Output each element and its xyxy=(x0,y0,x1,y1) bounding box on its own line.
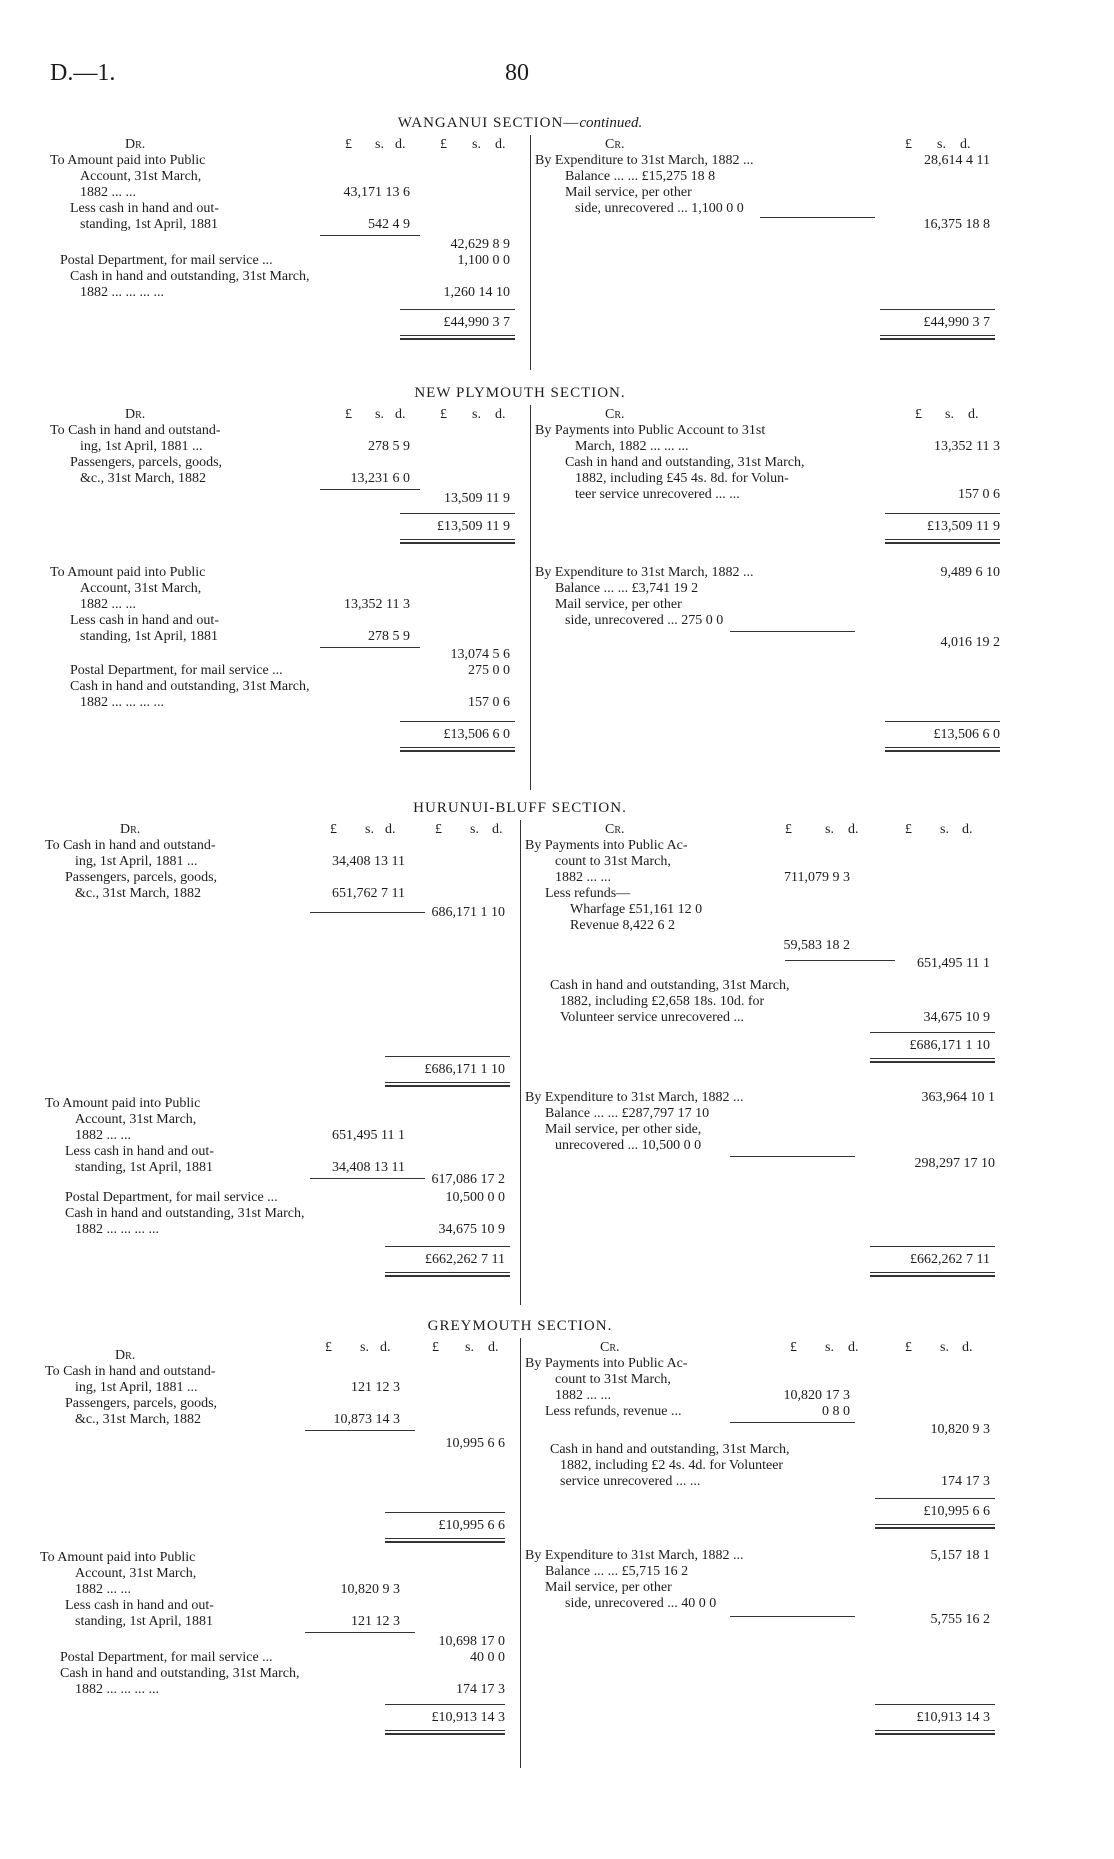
entry-text: Passengers, parcels, goods, xyxy=(70,455,223,470)
amount: 16,375 18 8 xyxy=(923,217,990,232)
entry-text: 1882 ... ... xyxy=(75,1582,131,1597)
pence-heading: d. xyxy=(395,407,406,422)
entry-text: By Expenditure to 31st March, 1882 ... xyxy=(525,1090,744,1105)
entry-text: 1882, including £2,658 18s. 10d. for xyxy=(560,994,765,1009)
entry-text: Balance ... ... £3,741 19 2 xyxy=(555,581,699,596)
amount: 157 0 6 xyxy=(958,487,1000,502)
entry-text: Postal Department, for mail service ... xyxy=(65,1190,278,1205)
entry-text: Mail service, per other xyxy=(555,597,682,612)
total-double-rule xyxy=(385,1730,505,1735)
subtotal-rule xyxy=(730,631,855,632)
entry-text: 1882 ... ... ... ... xyxy=(75,1222,159,1237)
entry-text: 1882 ... ... xyxy=(80,185,136,200)
total-double-rule xyxy=(870,1058,995,1063)
amount: 1,260 14 10 xyxy=(443,285,510,300)
entry-text: count to 31st March, xyxy=(555,1372,671,1387)
entry-text: Balance ... ... £15,275 18 8 xyxy=(565,169,716,184)
entry-text: Account, 31st March, xyxy=(75,1566,197,1581)
total: £44,990 3 7 xyxy=(923,315,990,330)
total: £13,509 11 9 xyxy=(437,519,510,534)
entry-text: Passengers, parcels, goods, xyxy=(65,870,218,885)
total-rule xyxy=(385,1512,505,1513)
entry-text: Less refunds, revenue ... xyxy=(545,1404,682,1419)
subtotal: 10,698 17 0 xyxy=(438,1634,505,1649)
amount: 59,583 18 2 xyxy=(783,938,850,953)
total-rule xyxy=(385,1246,510,1247)
entry-text: Less cash in hand and out- xyxy=(65,1598,214,1613)
entry-text: Cash in hand and outstanding, 31st March, xyxy=(550,1442,790,1457)
entry-text: By Expenditure to 31st March, 1882 ... xyxy=(535,565,754,580)
entry-text: count to 31st March, xyxy=(555,854,671,869)
pence-heading: d. xyxy=(960,137,971,152)
total-rule xyxy=(385,1056,510,1057)
entry-text: By Expenditure to 31st March, 1882 ... xyxy=(525,1548,744,1563)
entry-text: Postal Department, for mail service ... xyxy=(60,1650,273,1665)
entry-text: By Payments into Public Ac- xyxy=(525,838,688,853)
subtotal: 42,629 8 9 xyxy=(450,237,510,252)
entry-text: Passengers, parcels, goods, xyxy=(65,1396,218,1411)
amount: 174 17 3 xyxy=(941,1474,990,1489)
total: £13,506 6 0 xyxy=(933,727,1000,742)
pound-heading: £ xyxy=(440,137,447,152)
total-rule xyxy=(885,721,1000,722)
amount: 10,820 9 3 xyxy=(340,1582,400,1597)
column-divider xyxy=(530,135,531,370)
entry-text: Less cash in hand and out- xyxy=(70,201,219,216)
total: £686,171 1 10 xyxy=(424,1062,505,1077)
dr-heading: Dr. xyxy=(125,137,146,152)
entry-text: Mail service, per other side, xyxy=(545,1122,702,1137)
shilling-heading: s. xyxy=(375,137,384,152)
entry-text: To Cash in hand and outstand- xyxy=(45,838,216,853)
total-rule xyxy=(400,513,515,514)
entry-text: 1882 ... ... xyxy=(555,870,611,885)
entry-text: Less cash in hand and out- xyxy=(65,1144,214,1159)
subtotal-rule xyxy=(730,1422,855,1423)
amount: 13,352 11 3 xyxy=(344,597,410,612)
entry-text: standing, 1st April, 1881 xyxy=(75,1614,214,1629)
entry-text: Balance ... ... £5,715 16 2 xyxy=(545,1564,689,1579)
pence-heading: d. xyxy=(495,137,506,152)
entry-text: 1882 ... ... xyxy=(80,597,136,612)
entry-text: Mail service, per other xyxy=(545,1580,672,1595)
pence-heading: d. xyxy=(488,1340,499,1355)
amount: 28,614 4 11 xyxy=(924,153,990,168)
total-double-rule xyxy=(385,1538,505,1543)
pound-heading: £ xyxy=(915,407,922,422)
entry-text: 1882 ... ... ... ... xyxy=(75,1682,159,1697)
section-title: HURUNUI-BLUFF SECTION. xyxy=(413,800,627,816)
total-rule xyxy=(880,309,995,310)
shilling-heading: s. xyxy=(825,1340,834,1355)
cr-heading: Cr. xyxy=(600,1340,620,1355)
total-double-rule xyxy=(870,1272,995,1277)
cr-heading: Cr. xyxy=(605,822,625,837)
shilling-heading: s. xyxy=(937,137,946,152)
subtotal-rule xyxy=(730,1156,855,1157)
subtotal-rule xyxy=(305,1632,415,1633)
pence-heading: d. xyxy=(962,1340,973,1355)
page-number: 80 xyxy=(505,60,529,86)
total-double-rule xyxy=(400,539,515,544)
subtotal-rule xyxy=(305,1430,415,1431)
amount: 651,762 7 11 xyxy=(332,886,405,901)
entry-text: side, unrecovered ... 275 0 0 xyxy=(565,613,724,628)
entry-text: 1882 ... ... xyxy=(75,1128,131,1143)
pence-heading: d. xyxy=(385,822,396,837)
pound-heading: £ xyxy=(785,822,792,837)
entry-text: Postal Department, for mail service ... xyxy=(70,663,283,678)
total: £13,509 11 9 xyxy=(927,519,1000,534)
total-double-rule xyxy=(385,1272,510,1277)
amount: 34,675 10 9 xyxy=(923,1010,990,1025)
amount: 5,755 16 2 xyxy=(930,1612,990,1627)
total: £662,262 7 11 xyxy=(910,1252,990,1267)
entry-text: Cash in hand and outstanding, 31st March, xyxy=(65,1206,305,1221)
entry-text: 1882, including £2 4s. 4d. for Volunteer xyxy=(560,1458,784,1473)
pound-heading: £ xyxy=(440,407,447,422)
entry-text: To Amount paid into Public xyxy=(45,1096,201,1111)
entry-text: Less cash in hand and out- xyxy=(70,613,219,628)
amount: 278 5 9 xyxy=(368,439,410,454)
total-double-rule xyxy=(400,747,515,752)
column-divider xyxy=(520,1338,521,1768)
pound-heading: £ xyxy=(345,407,352,422)
shilling-heading: s. xyxy=(470,822,479,837)
entry-text: standing, 1st April, 1881 xyxy=(80,217,219,232)
shilling-heading: s. xyxy=(360,1340,369,1355)
entry-text: Cash in hand and outstanding, 31st March, xyxy=(565,455,805,470)
amount: 34,675 10 9 xyxy=(438,1222,505,1237)
total: £44,990 3 7 xyxy=(443,315,510,330)
entry-text: standing, 1st April, 1881 xyxy=(80,629,219,644)
entry-text: Mail service, per other xyxy=(565,185,692,200)
amount: 121 12 3 xyxy=(351,1614,400,1629)
entry-text: Account, 31st March, xyxy=(75,1112,197,1127)
entry-text: Cash in hand and outstanding, 31st March, xyxy=(60,1666,300,1681)
subtotal-rule xyxy=(320,489,420,490)
subtotal: 13,509 11 9 xyxy=(444,491,510,506)
shilling-heading: s. xyxy=(940,1340,949,1355)
subtotal-rule xyxy=(760,217,875,218)
entry-text: By Payments into Public Account to 31st xyxy=(535,423,766,438)
shilling-heading: s. xyxy=(940,822,949,837)
entry-text: Balance ... ... £287,797 17 10 xyxy=(545,1106,710,1121)
total: £686,171 1 10 xyxy=(909,1038,990,1053)
pound-heading: £ xyxy=(432,1340,439,1355)
amount: 363,964 10 1 xyxy=(921,1090,995,1105)
subtotal-rule xyxy=(730,1616,855,1617)
amount: 13,352 11 3 xyxy=(934,439,1000,454)
dr-heading: Dr. xyxy=(125,407,146,422)
total-rule xyxy=(875,1498,995,1499)
subtotal: 10,820 9 3 xyxy=(930,1422,990,1437)
total: £10,913 14 3 xyxy=(916,1710,990,1725)
total: £13,506 6 0 xyxy=(443,727,510,742)
entry-text: standing, 1st April, 1881 xyxy=(75,1160,214,1175)
total-rule xyxy=(385,1704,505,1705)
total-rule xyxy=(870,1032,995,1033)
amount: 1,100 0 0 xyxy=(457,253,510,268)
section-title: WANGANUI SECTION—continued. xyxy=(397,115,643,131)
pound-heading: £ xyxy=(330,822,337,837)
amount: 34,408 13 11 xyxy=(332,1160,405,1175)
pence-heading: d. xyxy=(968,407,979,422)
amount: 9,489 6 10 xyxy=(940,565,1000,580)
amount: 40 0 0 xyxy=(470,1650,505,1665)
shilling-heading: s. xyxy=(472,407,481,422)
entry-text: To Amount paid into Public xyxy=(50,565,206,580)
amount: 34,408 13 11 xyxy=(332,854,405,869)
entry-text: ing, 1st April, 1881 ... xyxy=(75,854,198,869)
amount: 542 4 9 xyxy=(368,217,410,232)
total-double-rule xyxy=(400,335,515,340)
pound-heading: £ xyxy=(905,137,912,152)
amount: 10,873 14 3 xyxy=(333,1412,400,1427)
cr-heading: Cr. xyxy=(605,407,625,422)
cr-heading: Cr. xyxy=(605,137,625,152)
pence-heading: d. xyxy=(962,822,973,837)
dr-heading: Dr. xyxy=(115,1348,136,1363)
entry-text: 1882, including £45 4s. 8d. for Volun- xyxy=(575,471,789,486)
entry-text: To Cash in hand and outstand- xyxy=(45,1364,216,1379)
total-rule xyxy=(400,309,515,310)
pound-heading: £ xyxy=(790,1340,797,1355)
total: £10,913 14 3 xyxy=(431,1710,505,1725)
total-double-rule xyxy=(875,1524,995,1529)
entry-text: &c., 31st March, 1882 xyxy=(75,1412,201,1427)
section-title: NEW PLYMOUTH SECTION. xyxy=(414,385,626,401)
pence-heading: d. xyxy=(495,407,506,422)
total: £10,995 6 6 xyxy=(923,1504,990,1519)
entry-text: By Expenditure to 31st March, 1882 ... xyxy=(535,153,754,168)
column-divider xyxy=(530,405,531,790)
total-rule xyxy=(885,513,1000,514)
new-plymouth-section xyxy=(40,385,1000,790)
pence-heading: d. xyxy=(395,137,406,152)
dr-heading: Dr. xyxy=(120,822,141,837)
hurunui-bluff-section xyxy=(40,800,1000,1305)
total-rule xyxy=(870,1246,995,1247)
entry-text: service unrecovered ... ... xyxy=(560,1474,701,1489)
shilling-heading: s. xyxy=(465,1340,474,1355)
wanganui-section xyxy=(40,115,1000,370)
entry-text: Postal Department, for mail service ... xyxy=(60,253,273,268)
greymouth-section xyxy=(40,1318,1000,1768)
shilling-heading: s. xyxy=(365,822,374,837)
entry-text: Revenue 8,422 6 2 xyxy=(570,918,675,933)
subtotal: 617,086 17 2 xyxy=(431,1172,505,1187)
total-rule xyxy=(400,721,515,722)
subtotal: 10,995 6 6 xyxy=(445,1436,505,1451)
total-double-rule xyxy=(885,747,1000,752)
subtotal: 686,171 1 10 xyxy=(431,905,505,920)
amount: 711,079 9 3 xyxy=(784,870,850,885)
entry-text: Cash in hand and outstanding, 31st March, xyxy=(70,269,310,284)
pound-heading: £ xyxy=(345,137,352,152)
entry-text: &c., 31st March, 1882 xyxy=(80,471,206,486)
document-id: D.—1. xyxy=(50,60,116,86)
entry-text: March, 1882 ... ... ... xyxy=(575,439,689,454)
shilling-heading: s. xyxy=(375,407,384,422)
entry-text: ing, 1st April, 1881 ... xyxy=(80,439,203,454)
entry-text: ing, 1st April, 1881 ... xyxy=(75,1380,198,1395)
pound-heading: £ xyxy=(905,822,912,837)
entry-text: To Amount paid into Public xyxy=(40,1550,196,1565)
entry-text: Account, 31st March, xyxy=(80,169,202,184)
entry-text: Less refunds— xyxy=(545,886,631,901)
amount: 13,231 6 0 xyxy=(350,471,410,486)
entry-text: 1882 ... ... ... ... xyxy=(80,695,164,710)
entry-text: Wharfage £51,161 12 0 xyxy=(570,902,703,917)
total-rule xyxy=(875,1704,995,1705)
shilling-heading: s. xyxy=(472,137,481,152)
amount: 275 0 0 xyxy=(468,663,510,678)
shilling-heading: s. xyxy=(945,407,954,422)
entry-text: To Cash in hand and outstand- xyxy=(50,423,221,438)
amount: 5,157 18 1 xyxy=(930,1548,990,1563)
subtotal: 13,074 5 6 xyxy=(450,647,510,662)
entry-text: Account, 31st March, xyxy=(80,581,202,596)
entry-text: side, unrecovered ... 1,100 0 0 xyxy=(575,201,744,216)
amount: 157 0 6 xyxy=(468,695,510,710)
total: £662,262 7 11 xyxy=(425,1252,505,1267)
amount: 10,500 0 0 xyxy=(445,1190,505,1205)
total-double-rule xyxy=(880,335,995,340)
entry-text: &c., 31st March, 1882 xyxy=(75,886,201,901)
amount: 278 5 9 xyxy=(368,629,410,644)
subtotal-rule xyxy=(320,235,420,236)
entry-text: To Amount paid into Public xyxy=(50,153,206,168)
entry-text: 1882 ... ... ... ... xyxy=(80,285,164,300)
entry-text: side, unrecovered ... 40 0 0 xyxy=(565,1596,717,1611)
amount: 43,171 13 6 xyxy=(343,185,410,200)
amount: 298,297 17 10 xyxy=(914,1156,995,1171)
entry-text: Cash in hand and outstanding, 31st March, xyxy=(70,679,310,694)
total-double-rule xyxy=(875,1730,995,1735)
entry-text: By Payments into Public Ac- xyxy=(525,1356,688,1371)
pound-heading: £ xyxy=(905,1340,912,1355)
amount: 4,016 19 2 xyxy=(940,635,1000,650)
pound-heading: £ xyxy=(325,1340,332,1355)
pence-heading: d. xyxy=(492,822,503,837)
amount: 0 8 0 xyxy=(822,1404,850,1419)
entry-text: Volunteer service unrecovered ... xyxy=(560,1010,744,1025)
total-double-rule xyxy=(885,539,1000,544)
amount: 10,820 17 3 xyxy=(783,1388,850,1403)
entry-text: Cash in hand and outstanding, 31st March, xyxy=(550,978,790,993)
section-title: GREYMOUTH SECTION. xyxy=(427,1318,613,1334)
subtotal: 651,495 11 1 xyxy=(917,956,990,971)
pence-heading: d. xyxy=(848,822,859,837)
entry-text: 1882 ... ... xyxy=(555,1388,611,1403)
amount: 174 17 3 xyxy=(456,1682,505,1697)
entry-text: teer service unrecovered ... ... xyxy=(575,487,740,502)
pence-heading: d. xyxy=(848,1340,859,1355)
amount: 121 12 3 xyxy=(351,1380,400,1395)
total-double-rule xyxy=(385,1082,510,1087)
total: £10,995 6 6 xyxy=(438,1518,505,1533)
pound-heading: £ xyxy=(435,822,442,837)
shilling-heading: s. xyxy=(825,822,834,837)
entry-text: unrecovered ... 10,500 0 0 xyxy=(555,1138,702,1153)
pence-heading: d. xyxy=(380,1340,391,1355)
amount: 651,495 11 1 xyxy=(332,1128,405,1143)
column-divider xyxy=(520,820,521,1305)
